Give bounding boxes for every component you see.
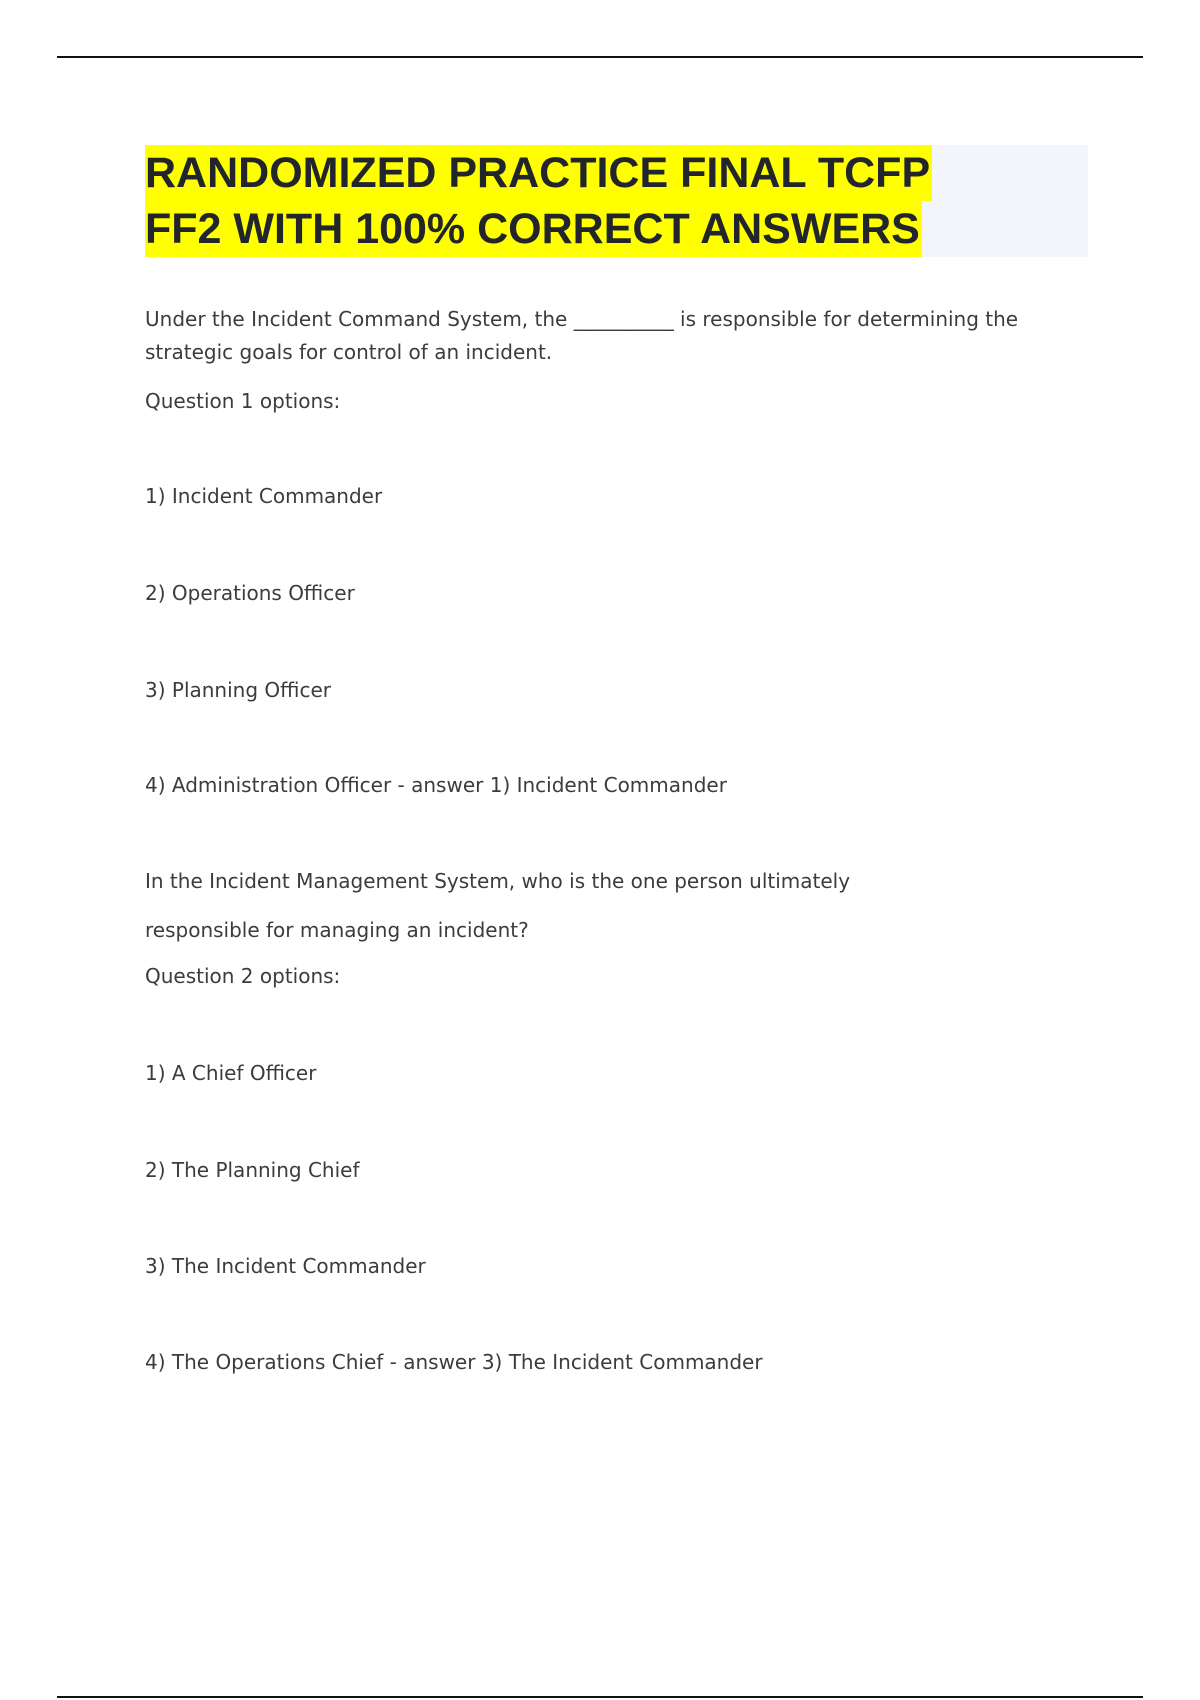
footer-rule: [57, 1696, 1143, 1698]
question-1-text-line-2: strategic goals for control of an incident.: [145, 340, 553, 364]
question-1-option-3: 3) Planning Officer: [145, 678, 331, 702]
title-line-2: FF2 WITH 100% CORRECT ANSWERS: [145, 201, 922, 257]
title-line-1: RANDOMIZED PRACTICE FINAL TCFP: [145, 145, 932, 201]
question-1-option-1: 1) Incident Commander: [145, 484, 383, 508]
question-2-option-2: 2) The Planning Chief: [145, 1158, 360, 1182]
title-block: [145, 145, 1088, 257]
question-1-options-label: Question 1 options:: [145, 389, 341, 413]
question-2-option-3: 3) The Incident Commander: [145, 1254, 426, 1278]
question-1-option-2: 2) Operations Officer: [145, 581, 355, 605]
question-2-text-line-2: responsible for managing an incident?: [145, 918, 529, 942]
document-title: [145, 145, 1088, 257]
question-2-options-label: Question 2 options:: [145, 964, 341, 988]
question-2-text-line-1: In the Incident Management System, who is the one person ultimately: [145, 869, 851, 893]
question-2-option-1: 1) A Chief Officer: [145, 1061, 317, 1085]
question-1-option-4: 4) Administration Officer - answer 1) Incident Commander: [145, 773, 727, 797]
question-1-text-line-1: Under the Incident Command System, the __________ is responsible for determining the: [145, 307, 1019, 331]
header-rule: [57, 56, 1143, 58]
question-2-option-4: 4) The Operations Chief - answer 3) The Incident Commander: [145, 1350, 763, 1374]
